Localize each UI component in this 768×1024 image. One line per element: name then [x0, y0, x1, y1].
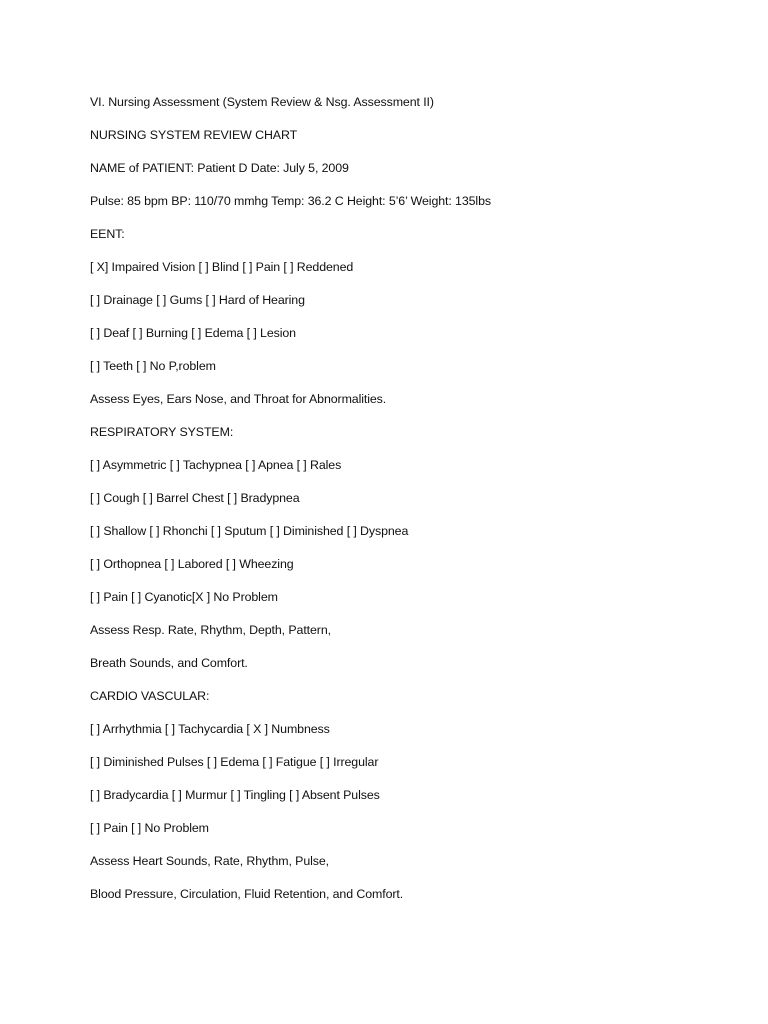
respiratory-checklist-row: [ ] Shallow [ ] Rhonchi [ ] Sputum [ ] Diminished [ ] Dyspnea — [90, 524, 409, 538]
cardiovascular-checklist-row: [ ] Pain [ ] No Problem — [90, 821, 209, 835]
respiratory-checklist-row: [ ] Pain [ ] Cyanotic[X ] No Problem — [90, 590, 278, 604]
respiratory-checklist-row: [ ] Cough [ ] Barrel Chest [ ] Bradypnea — [90, 491, 300, 505]
eent-checklist-row: [ ] Deaf [ ] Burning [ ] Edema [ ] Lesion — [90, 326, 296, 340]
cardiovascular-checklist-row: [ ] Bradycardia [ ] Murmur [ ] Tingling [ ] Absent Pulses — [90, 788, 380, 802]
eent-assessment-note: Assess Eyes, Ears Nose, and Throat for Abnormalities. — [90, 392, 387, 406]
respiratory-heading: RESPIRATORY SYSTEM: — [90, 425, 234, 439]
respiratory-checklist-row: [ ] Orthopnea [ ] Labored [ ] Wheezing — [90, 557, 294, 571]
cardiovascular-heading: CARDIO VASCULAR: — [90, 689, 210, 703]
respiratory-assessment-note: Assess Resp. Rate, Rhythm, Depth, Pattern, — [90, 623, 331, 637]
cardiovascular-checklist-row: [ ] Arrhythmia [ ] Tachycardia [ X ] Numbness — [90, 722, 330, 736]
cardiovascular-assessment-note: Assess Heart Sounds, Rate, Rhythm, Pulse, — [90, 854, 330, 868]
cardiovascular-checklist-row: [ ] Diminished Pulses [ ] Edema [ ] Fatigue [ ] Irregular — [90, 755, 379, 769]
respiratory-checklist-row: [ ] Asymmetric [ ] Tachypnea [ ] Apnea [ ] Rales — [90, 458, 342, 472]
respiratory-assessment-note: Breath Sounds, and Comfort. — [90, 656, 248, 670]
eent-heading: EENT: — [90, 227, 125, 241]
eent-checklist-row: [ X] Impaired Vision [ ] Blind [ ] Pain [ ] Reddened — [90, 260, 354, 274]
eent-checklist-row: [ ] Drainage [ ] Gums [ ] Hard of Hearing — [90, 293, 305, 307]
section-title: VI. Nursing Assessment (System Review & Nsg. Assessment II) — [90, 95, 434, 109]
cardiovascular-assessment-note: Blood Pressure, Circulation, Fluid Retention, and Comfort. — [90, 887, 404, 901]
chart-title: NURSING SYSTEM REVIEW CHART — [90, 128, 298, 142]
document-body — [90, 93, 730, 918]
patient-name-date-line: NAME of PATIENT: Patient D Date: July 5, 2009 — [90, 161, 349, 175]
vital-signs-line: Pulse: 85 bpm BP: 110/70 mmhg Temp: 36.2 C Height: 5’6’ Weight: 135lbs — [90, 194, 491, 208]
eent-checklist-row: [ ] Teeth [ ] No P,roblem — [90, 359, 216, 373]
